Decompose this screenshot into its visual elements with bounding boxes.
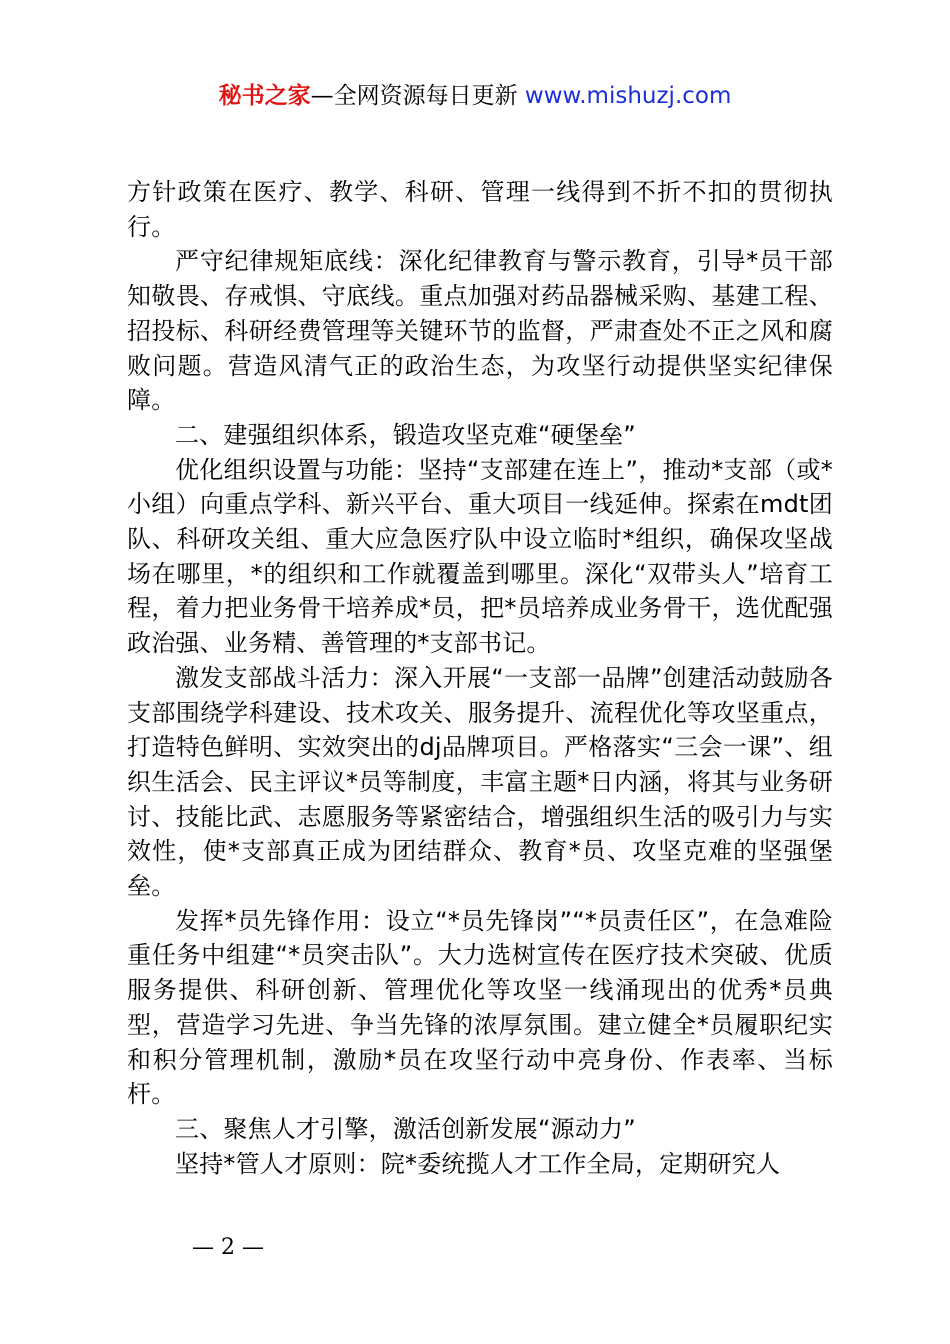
section-heading-2: 二、建强组织体系，锻造攻坚克难“硬堡垒” [175,420,636,449]
banner-brand: 秘书之家 [218,83,311,109]
section-heading-3: 三、聚焦人才引擎，激活创新发展“源动力” [175,1114,636,1143]
paragraph-branch-vitality: 激发支部战斗活力：深入开展“一支部一品牌”创建活动鼓励各支部围绕学科建设、技术攻关、服务提升、流程优化等攻坚重点，打造特色鲜明、实效突出的dj品牌项目。严格落实“三会一课”、组织生活会、民主评议*员等制度，丰富主题*日内涵，将其与业务研讨、技能比武、志愿服务等紧密结合，增强组织生活的吸引力与实效性，使*支部真正成为团结群众、教育*员、攻坚克难的坚强堡垒。 [127,663,833,901]
paragraph-organization: 优化组织设置与功能：坚持“支部建在连上”，推动*支部（或*小组）向重点学科、新兴平台、重大项目一线延伸。探索在mdt团队、科研攻关组、重大应急医疗队中设立临时*组织，确保攻坚战场在哪里，*的组织和工作就覆盖到哪里。深化“双带头人”培育工程，着力把业务骨干培养成*员，把*员培养成业务骨干，选优配强政治强、业务精、善管理的*支部书记。 [127,455,833,658]
site-banner [0,80,950,112]
paragraph-discipline: 严守纪律规矩底线：深化纪律教育与警示教育，引导*员干部知敬畏、存戒惧、守底线。重点加强对药品器械采购、基建工程、招投标、科研经费管理等关键环节的监督，严肃查处不正之风和腐败问题。营造风清气正的政治生态，为攻坚行动提供坚实纪律保障。 [127,247,833,415]
banner-url[interactable]: www.mishuzj.com [524,83,732,109]
page-number: — 2 — [192,1235,264,1260]
document-body [127,175,833,1181]
paragraph-talent: 坚持*管人才原则：院*委统揽人才工作全局，定期研究人 [175,1149,781,1178]
banner-tagline: —全网资源每日更新 [310,83,525,109]
paragraph-vanguard: 发挥*员先锋作用：设立“*员先锋岗”“*员责任区”，在急难险重任务中组建“*员突击队”。大力选树宣传在医疗技术突破、优质服务提供、科研创新、管理优化等攻坚一线涌现出的优秀*员典型，营造学习先进、争当先锋的浓厚氛围。建立健全*员履职纪实和积分管理机制，激励*员在攻坚行动中亮身份、作表率、当标杆。 [127,906,833,1109]
paragraph-continued: 方针政策在医疗、教学、科研、管理一线得到不折不扣的贯彻执行。 [127,178,833,241]
